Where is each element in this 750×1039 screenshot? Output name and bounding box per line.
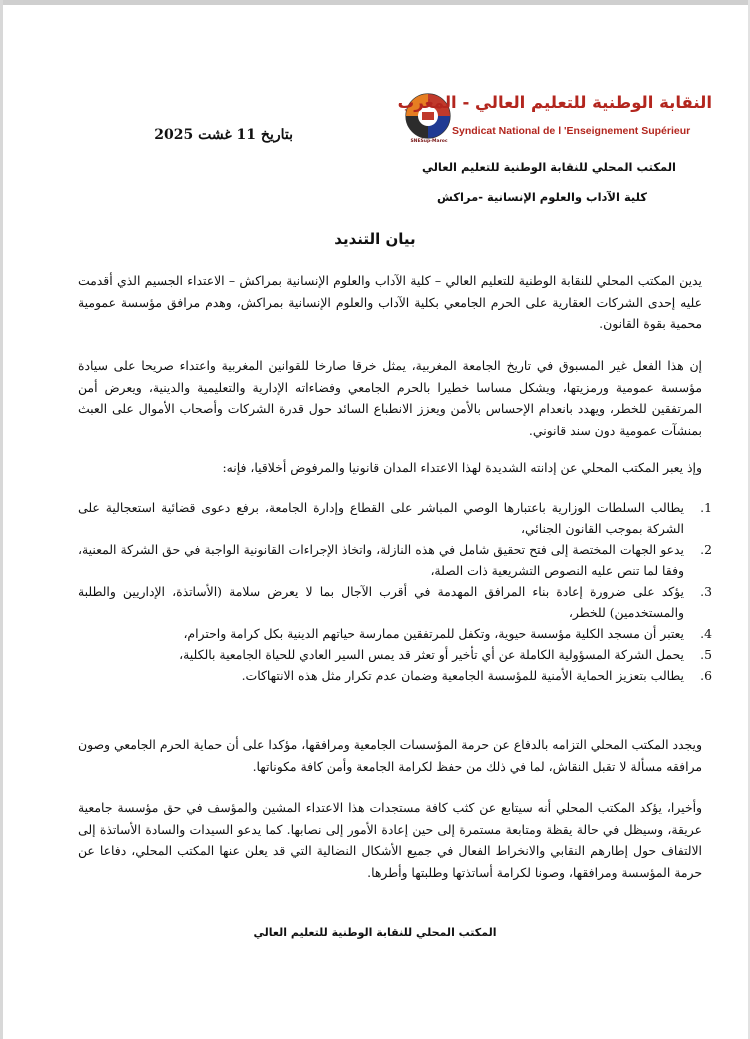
list-item (78, 497, 712, 539)
list-item (78, 539, 712, 581)
list-item-text: يحمل الشركة المسؤولية الكاملة عن أي تأخير أو تعثر قد يمس السير العادي للحياة الجامعية بالكلية، (179, 647, 684, 662)
list-item-number: 2. (700, 542, 712, 557)
paragraph-closing: وأخيرا، يؤكد المكتب المحلي أنه سيتابع عن كثب كافة مستجدات هذا الاعتداء المشين والمؤسف في حق مؤسسة جامعية عريقة، وسيظل في حالة يقظة ومتابعة مستمرة إلى حين إعادة الأمور إلى نصابها. كما يدعو السيدات والسادة الأساتذة إلى الالتفاف حول إطارهم النقابي والانخراط الفعال في جميع الأشكال النضالية التي قد يعلن عنها المكتب المحلي، دفاعا عن حرمة المؤسسة ومرافقها، وصونا لكرامة أساتذتها وطلبتها وأطرها. (78, 800, 702, 880)
list-item-text: يدعو الجهات المختصة إلى فتح تحقيق شامل في هذه النازلة، واتخاذ الإجراءات القانونية الواجبة في حق الشركة المعنية، وفقا لما تنص عليه النصوص التشريعية ذات الصلة، (78, 542, 684, 578)
list-item-text: يؤكد على ضرورة إعادة بناء المرافق المهدمة في أقرب الآجال بما لا يعرض سلامة (الأساتذة، الإداريين والطلبة والمستخدمين) للخطر، (78, 584, 684, 620)
logo-caption: SNESup-Maroc (410, 139, 448, 144)
paragraph-commitment: ويجدد المكتب المحلي التزامه بالدفاع عن حرمة المؤسسات الجامعية ومرافقها، مؤكدا على أن حماية الحرم الجامعي وصون مرافقه مسألة لا تقبل النقاش، لما في ذلك من حفظ لكرامة الجامعة وأمن كافة مكوناتها. (78, 737, 702, 774)
statement-title: بيان التنديد (334, 230, 416, 248)
paragraph-violation: إن هذا الفعل غير المسبوق في تاريخ الجامعة المغربية، يمثل خرقا صارخا للقوانين المغربية واعتداء صريحا على سيادة مؤسسة عمومية ورمزيتها، ويشكل مساسا خطيرا بالحرم الجامعي وفضاءاته الإدارية والتعليمية والدينية، ويعرض أمن المرتفقين للخطر، ويهدد بانعدام الإحساس بالأمن ويعزز الانطباع السائد حول قدرة الشركات وأصحاب الأموال على العبث بمنشآت عمومية دون سند قانوني. (78, 358, 702, 438)
page-border-left (0, 0, 3, 1039)
demands-list (78, 497, 712, 686)
office-name: المكتب المحلي للنقابة الوطنية للتعليم العالي (421, 160, 676, 174)
paragraph-demands-intro: وإذ يعبر المكتب المحلي عن إدانته الشديدة لهذا الاعتداء المدان قانونيا والمرفوض أخلاقيا، فإنه: (222, 460, 702, 475)
page-border-top (0, 0, 750, 5)
faculty-name: كلية الآداب والعلوم الإنسانية -مراكش (437, 190, 647, 204)
list-item-number: 6. (700, 668, 712, 683)
list-item-text: يعتبر أن مسجد الكلية مؤسسة حيوية، وتكفل للمرتفقين ممارسة حياتهم الدينية بكل كرامة واحترام، (183, 626, 684, 641)
signature: المكتب المحلي للنقابة الوطنية للتعليم العالي (253, 926, 497, 939)
list-item-text: يطالب بتعزيز الحماية الأمنية للمؤسسة الجامعية وضمان عدم تكرار مثل هذه الانتهاكات. (241, 668, 684, 683)
union-name-french: Syndicat National de l 'Enseignement Supérieur (452, 125, 691, 137)
list-item (78, 623, 712, 644)
list-item (78, 665, 712, 686)
list-item-number: 5. (700, 647, 712, 662)
document-date: بتاريخ 11 غشت 2025 (154, 127, 293, 143)
list-item-number: 4. (700, 626, 712, 641)
paragraph-condemnation: يدين المكتب المحلي للنقابة الوطنية للتعليم العالي – كلية الآداب والعلوم الإنسانية بمراكش – الاعتداء الجسيم الذي أقدمت عليه إحدى الشركات العقارية على الحرم الجامعي بكلية الآداب والعلوم الإنسانية بمراكش، وهدم مرافق مؤسسة عمومية محمية بقوة القانون. (78, 273, 702, 332)
list-item (78, 644, 712, 665)
list-item (78, 581, 712, 623)
list-item-number: 3. (700, 584, 712, 599)
list-item-number: 1. (700, 500, 712, 515)
union-name-arabic: النقابة الوطنية للتعليم العالي - المغرب (397, 93, 712, 112)
list-item-text: يطالب السلطات الوزارية باعتبارها الوصي المباشر على القطاع وإدارة الجامعة، برفع دعوى قضائية استعجالية على الشركة بموجب القانون الجنائي، (78, 500, 684, 536)
